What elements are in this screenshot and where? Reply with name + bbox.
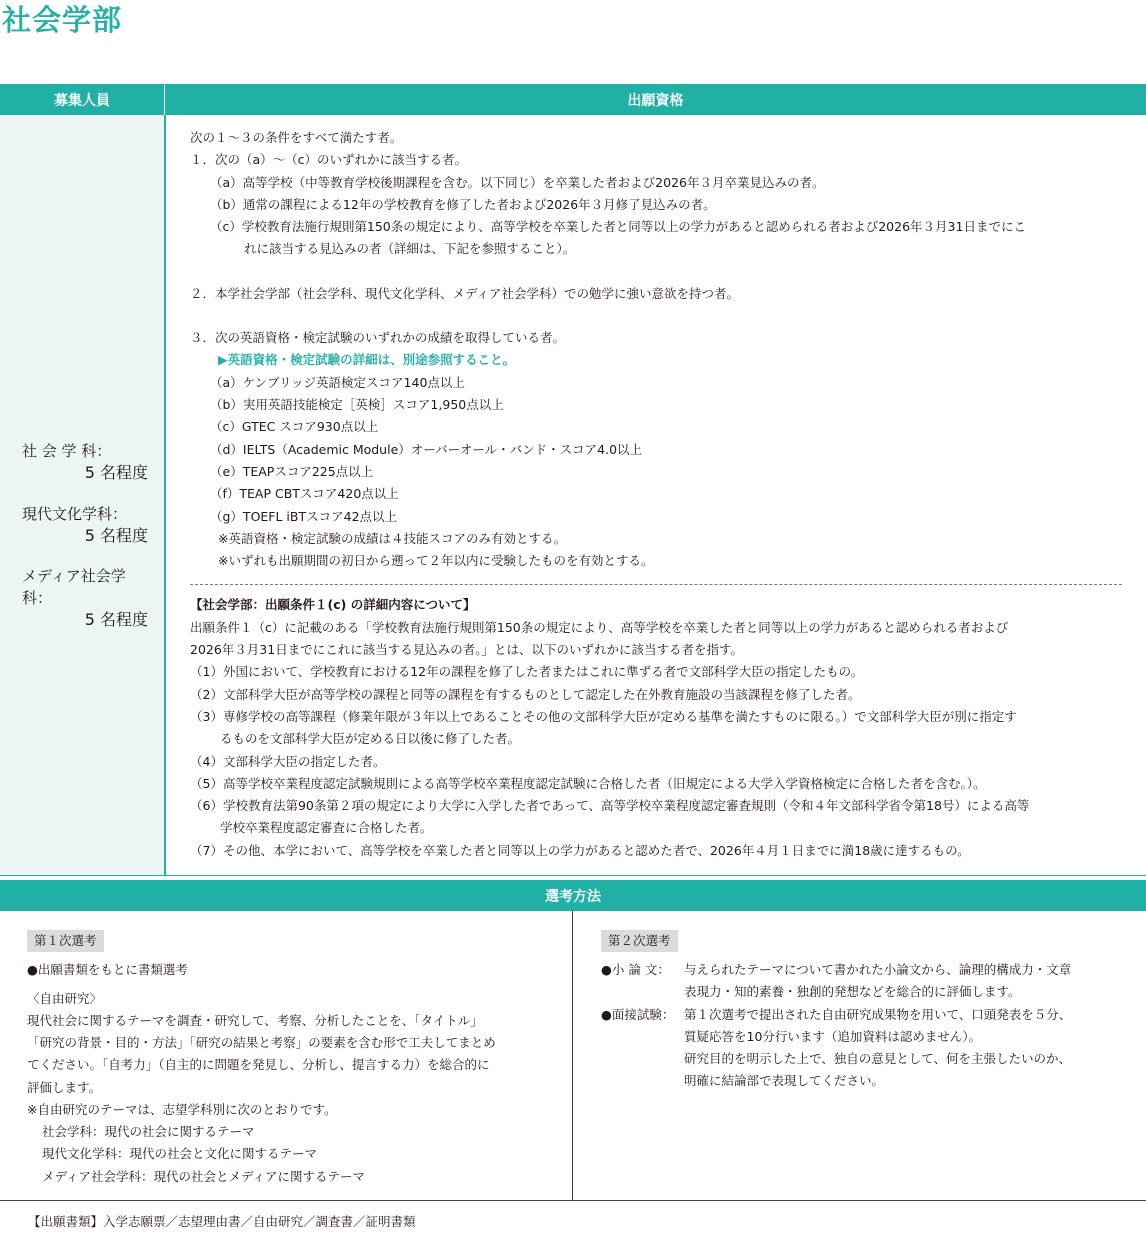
qual-text: ※英語資格・検定試験の成績は４技能スコアのみ有効とする。 [218, 531, 566, 546]
sel-label: ●小 論 文： [601, 962, 670, 977]
selection-header: 選考方法 [0, 880, 1146, 911]
sel-text: 研究目的を明示した上で、独自の意見として、何を主張したいのか、 [684, 1051, 1072, 1066]
qual-text: （6）学校教育法第90条第２項の規定により大学に入学した者であって、高等学校卒業程度認定審査規則（令和４年文部科学省令第18号）による高等 [190, 798, 1030, 813]
qual-text: （c）GTEC スコア930点以上 [210, 419, 379, 434]
second-stage-tag: 第２次選考 [601, 930, 678, 952]
sel-text: 評価します。 [27, 1080, 102, 1095]
qual-text: （g）TOEFL iBTスコア42点以上 [210, 509, 398, 524]
quota-count: 5 名程度 [84, 610, 148, 629]
quota-culture [22, 503, 148, 547]
sel-text: メディア社会学科：現代の社会とメディアに関するテーマ [42, 1169, 366, 1184]
quota-count: 5 名程度 [84, 526, 148, 545]
qual-text: 次の１～３の条件をすべて満たす者。 [190, 130, 403, 145]
sel-text: 社会学科：現代の社会に関するテーマ [42, 1124, 255, 1139]
required-documents: 【出願書類】入学志願票／志望理由書／自由研究／調査書／証明書類 [28, 1214, 416, 1229]
first-stage-tag: 第１次選考 [27, 930, 104, 952]
detail-heading: 【社会学部：出願条件１(c) の詳細内容について】 [190, 597, 476, 612]
qual-text: れに該当する見込みの者（詳細は、下記を参照すること）。 [244, 241, 576, 256]
sel-text: 「研究の背景・目的・方法」「研究の結果と考察」の要素を含む形で工夫してまとめ [27, 1035, 496, 1050]
qual-text: （f）TEAP CBTスコア420点以上 [210, 486, 399, 501]
sel-text: 現代社会に関するテーマを調査・研究して、考察、分析したことを、「タイトル」 [27, 1013, 483, 1028]
sel-text: 〈自由研究〉 [27, 991, 103, 1006]
header-qualification: 出願資格 [627, 93, 684, 109]
qual-text: （b）通常の課程による12年の学校教育を修了した者および2026年３月修了見込みの者。 [210, 197, 716, 212]
sel-text: 現代文化学科：現代の社会と文化に関するテーマ [42, 1146, 318, 1161]
page-title: 社会学部 [2, 3, 123, 37]
quota-dept: メディア社会学科： [22, 567, 126, 607]
qual-text: 2026年３月31日までにこれに該当する見込みの者。」とは、以下のいずれかに該当する者を指す。 [190, 642, 743, 657]
sel-text: 第１次選考で提出された自由研究成果物を用いて、口頭発表を５分、 [684, 1007, 1072, 1022]
sel-text: てください。「自考力」（自主的に問題を発見し、分析し、提言する力）を総合的に [27, 1057, 490, 1072]
qualification-column [166, 115, 1146, 875]
qual-text: ３．次の英語資格・検定試験のいずれかの成績を取得している者。 [190, 330, 566, 345]
english-details-note: ▶英語資格・検定試験の詳細は、別途参照すること。 [218, 352, 516, 367]
quota-dept: 現代文化学科： [22, 505, 128, 523]
quota-media [22, 565, 148, 631]
qual-text: （a）ケンブリッジ英語検定スコア140点以上 [210, 375, 465, 390]
qual-text: （d）IELTS（Academic Module）オーバーオール・バンド・スコア4.0以上 [210, 442, 643, 457]
sel-text: 表現力・知的素養・独創的発想などを総合的に評価します。 [684, 984, 1021, 999]
qual-text: （a）高等学校（中等教育学校後期課程を含む。以下同じ）を卒業した者および2026年３月卒業見込みの者。 [210, 175, 825, 190]
qual-text: （3）専修学校の高等課程（修業年限が３年以上であることその他の文部科学大臣が定める基準を満たすものに限る。）で文部科学大臣が別に指定す [190, 709, 1017, 724]
requirements-row [0, 115, 1146, 876]
qual-text: （2）文部科学大臣が高等学校の課程と同等の課程を有するものとして認定した在外教育施設の当該課程を修了した者。 [190, 687, 861, 702]
quota-dept: 社 会 学 科： [22, 442, 112, 460]
selection-box [0, 911, 1146, 1201]
header-recruit: 募集人員 [0, 85, 165, 115]
dashed-divider [190, 584, 1122, 585]
qual-text: （b）実用英語技能検定［英検］スコア1,950点以上 [210, 397, 504, 412]
qual-text: ※いずれも出願期間の初日から遡って２年以内に受験したものを有効とする。 [218, 553, 654, 568]
quota-column [0, 115, 166, 875]
sel-text: ※自由研究のテーマは、志望学科別に次のとおりです。 [27, 1102, 337, 1117]
qual-text: （7）その他、本学において、高等学校を卒業した者と同等以上の学力があると認めた者で、2026年４月１日までに満18歳に達するもの。 [190, 843, 970, 858]
column-divider [572, 911, 573, 1200]
sel-label: ●面接試験： [601, 1007, 675, 1022]
qual-text: １．次の（a）～（c）のいずれかに該当する者。 [190, 152, 468, 167]
qual-text: 出願条件１（c）に記載のある「学校教育法施行規則第150条の規定により、高等学校を卒業した者と同等以上の学力があると認められる者および [190, 620, 1009, 635]
qual-text: （1）外国において、学校教育における12年の課程を修了した者またはこれに準ずる者で文部科学大臣の指定したもの。 [190, 664, 864, 679]
qual-text: （5）高等学校卒業程度認定試験規則による高等学校卒業程度認定試験に合格した者（旧規定による大学入学資格検定に合格した者を含む。）。 [190, 776, 986, 791]
sel-text: 質疑応答を10分行います（追加資料は認めません）。 [684, 1029, 982, 1044]
qual-text: 学校卒業程度認定審査に合格した者。 [220, 820, 433, 835]
qual-text: （e）TEAPスコア225点以上 [210, 464, 374, 479]
sel-text: 与えられたテーマについて書かれた小論文から、論理的構成力・文章 [684, 962, 1072, 977]
qual-text: るものを文部科学大臣が定める日以後に修了した者。 [220, 731, 521, 746]
quota-sociology [22, 440, 148, 484]
quota-count: 5 名程度 [84, 463, 148, 482]
qual-text: ２．本学社会学部（社会学科、現代文化学科、メディア社会学科）での勉学に強い意欲を持つ者。 [190, 286, 740, 301]
sel-text: ●出願書類をもとに書類選考 [27, 962, 188, 977]
qual-text: （4）文部科学大臣の指定した者。 [190, 754, 386, 769]
sel-text: 明確に結論部で表現してください。 [684, 1073, 885, 1088]
requirements-table [0, 84, 1146, 876]
qual-text: （c）学校教育法施行規則第150条の規定により、高等学校を卒業した者と同等以上の学力があると認められる者および2026年３月31日までにこ [210, 219, 1026, 234]
table-header [0, 84, 1146, 115]
